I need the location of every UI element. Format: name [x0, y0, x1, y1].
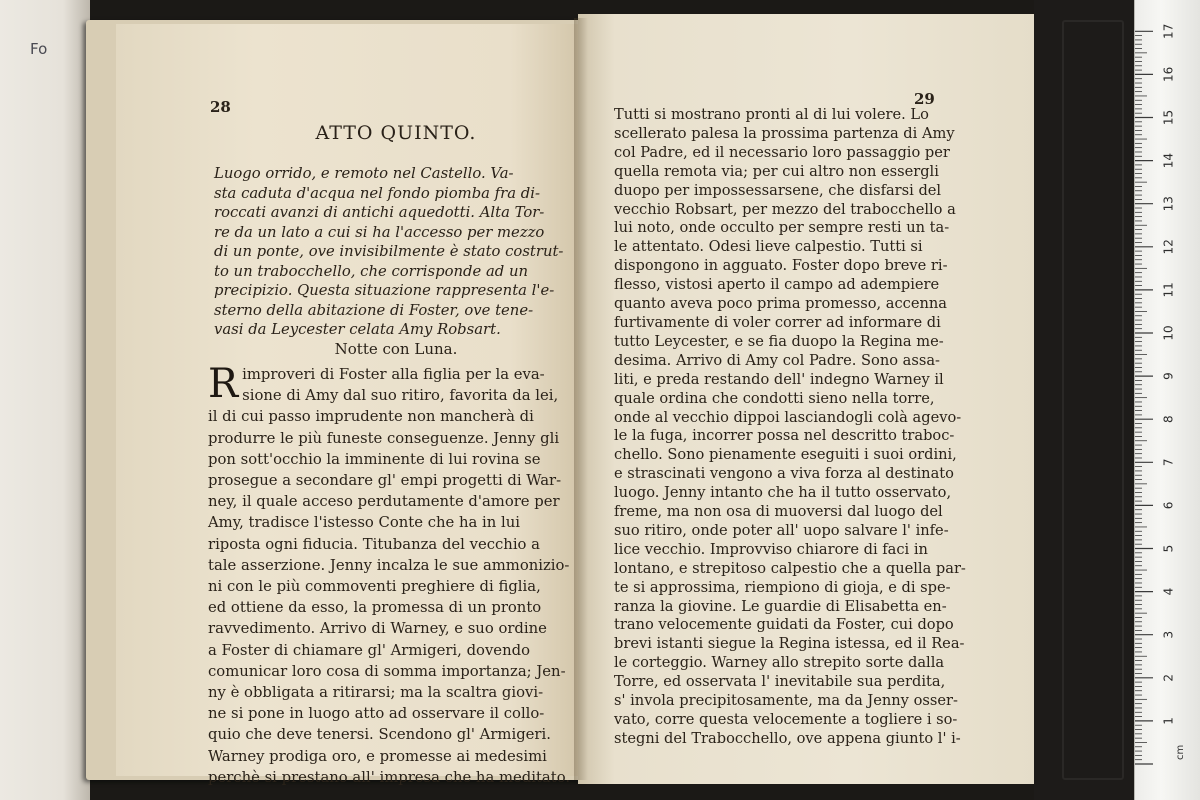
summary-line: comunicar loro cosa di somma importanza; Jen-	[208, 662, 566, 680]
stage-direction-line: roccati avanzi di antichi aquedotti. Alta Tor-	[214, 204, 545, 221]
scan-frame-edge	[1062, 20, 1124, 780]
text-line: freme, ma non osa di muoversi dal luogo del	[614, 503, 943, 521]
text-line: trano velocemente guidati da Foster, cui dopo	[614, 616, 954, 634]
summary-line: ney, il quale acceso perdutamente d'amore per	[208, 493, 560, 511]
text-line: s' invola precipitosamente, ma da Jenny osser-	[614, 692, 958, 710]
ruler-number: 16	[1161, 66, 1176, 83]
text-line: liti, e preda restando dell' indegno Warney il	[614, 370, 944, 388]
text-line: quanto aveva poco prima promesso, accenna	[614, 295, 947, 313]
ruler-number: 12	[1161, 239, 1176, 255]
text-line: desima. Arrivo di Amy col Padre. Sono assa-	[614, 351, 940, 369]
stage-direction	[214, 164, 564, 340]
text-line: Tutti si mostrano pronti al di lui volere. Lo	[614, 106, 929, 123]
ruler-number: 11	[1161, 282, 1176, 298]
summary-line: tale asserzione. Jenny incalza le sue ammonizio-	[208, 556, 570, 574]
ruler-number: 14	[1161, 152, 1176, 169]
scale-ruler	[1134, 0, 1200, 800]
summary-line: prosegue a secondare gl' empi progetti di War-	[208, 472, 562, 490]
summary-line: ni con le più commoventi preghiere di figlia,	[208, 578, 541, 596]
summary-line: produrre le più funeste conseguenze. Jenny gli	[208, 429, 560, 447]
text-line: furtivamente di voler correr ad informare di	[614, 313, 941, 331]
text-line: stegni del Trabocchello, ove appena giunto l' i-	[614, 729, 961, 747]
summary-line: ne si pone in luogo atto ad osservare il collo-	[208, 705, 545, 723]
stage-direction-line: precipizio. Questa situazione rappresenta l'e-	[214, 282, 555, 299]
text-line: col Padre, ed il necessario loro passaggio per	[614, 143, 950, 161]
stage-direction-line: sterno della abitazione di Foster, ove tene-	[214, 301, 534, 319]
text-line: lice vecchio. Improvviso chiarore di faci in	[614, 540, 928, 558]
scan-backdrop-left	[0, 0, 90, 800]
left-page	[116, 24, 580, 786]
left-page-number: 28	[210, 98, 231, 116]
summary-line: Warney prodiga oro, e promesse ai medesimi	[208, 747, 547, 765]
stage-direction-line: to un trabocchello, che corrisponde ad un	[214, 262, 529, 280]
drop-cap: R	[208, 361, 239, 407]
summary-line: ravvedimento. Arrivo di Warney, e suo ordine	[208, 620, 547, 638]
book-gutter-shadow	[574, 18, 588, 780]
scene-note: Notte con Luna.	[334, 340, 458, 358]
summary-line: quio che deve tenersi. Scendono gl' Armigeri.	[208, 726, 551, 744]
summary-line: Amy, tradisce l'istesso Conte che ha in lui	[208, 514, 520, 532]
ruler-number: 9	[1161, 372, 1176, 380]
text-line: vecchio Robsart, per mezzo del trabocchello a	[614, 200, 956, 218]
ruler-number: 5	[1161, 544, 1176, 553]
summary-line: sione di Amy dal suo ritiro, favorita da lei,	[242, 387, 559, 405]
summary-line: perchè si prestano all' impresa che ha meditato.	[208, 768, 571, 786]
stage-direction-line: vasi da Leycester celata Amy Robsart.	[214, 321, 501, 338]
summary-line: riposta ogni fiducia. Titubanza del vecchio a	[208, 535, 540, 553]
stage-direction-line: di un ponte, ove invisibilmente è stato costrut-	[214, 243, 564, 260]
ruler-number: 13	[1161, 196, 1176, 212]
stage-direction-line: Luogo orrido, e remoto nel Castello. Va-	[214, 165, 514, 182]
ruler-number: 2	[1161, 673, 1176, 682]
text-line: le la fuga, incorrer possa nel descritto traboc-	[614, 427, 955, 445]
text-line: duopo per impossessarsene, che disfarsi del	[614, 181, 942, 199]
summary-line: ny è obbligata a ritirarsi; ma la scaltra giovi-	[208, 684, 544, 702]
act-summary	[208, 361, 571, 788]
ruler-number: 7	[1161, 458, 1176, 467]
ruler-number: 10	[1161, 325, 1176, 341]
ruler-number: 8	[1161, 415, 1176, 424]
ruler-number: 17	[1161, 23, 1176, 39]
right-page-text	[614, 106, 966, 749]
text-line: ranza la giovine. Le guardie di Elisabetta en-	[614, 597, 947, 615]
ruler-number: 3	[1161, 630, 1176, 639]
stage-direction-line: sta caduta d'acqua nel fondo piomba fra di-	[214, 184, 540, 202]
right-page	[578, 14, 1034, 784]
act-title: ATTO QUINTO.	[315, 122, 477, 144]
summary-line: ed ottiene da esso, la promessa di un pronto	[208, 599, 542, 617]
summary-line: pon sott'occhio la imminente di lui rovina se	[208, 450, 541, 468]
text-line: le attentato. Odesi lieve calpestio. Tutti si	[614, 238, 923, 256]
ruler-number: 15	[1161, 109, 1176, 126]
text-line: luogo. Jenny intanto che ha il tutto osservato,	[614, 484, 952, 502]
ruler-number: 4	[1161, 587, 1176, 596]
ruler-number: 1	[1161, 717, 1176, 725]
text-line: tutto Leycester, e se fia duopo la Regina me-	[614, 332, 944, 350]
text-line: quale ordina che condotti sieno nella torre,	[614, 389, 935, 407]
summary-line: a Foster di chiamare gl' Armigeri, dovendo	[208, 641, 530, 659]
text-line: onde al vecchio dippoi lasciandogli colà agevo-	[614, 408, 962, 426]
text-line: le corteggio. Warney allo strepito sorte dalla	[614, 654, 945, 672]
text-line: e strascinati vengono a viva forza al destinato	[614, 465, 954, 483]
text-line: brevi istanti siegue la Regina istessa, ed il Rea-	[614, 635, 965, 653]
summary-line: il di cui passo imprudente non mancherà di	[208, 408, 534, 426]
text-line: dispongono in agguato. Foster dopo breve ri-	[614, 257, 948, 275]
text-line: quella remota via; per cui altro non essergli	[614, 162, 939, 180]
summary-line: improveri di Foster alla figlia per la eva-	[242, 366, 545, 383]
stage-direction-line: re da un lato a cui si ha l'accesso per mezzo	[214, 223, 545, 241]
ruler-number: 6	[1161, 501, 1176, 510]
text-line: flesso, vistosi aperto il campo ad adempiere	[614, 276, 940, 294]
text-line: suo ritiro, onde poter all' uopo salvare l' infe-	[614, 521, 949, 539]
text-line: lontano, e strepitoso calpestio che a quella par-	[614, 559, 966, 577]
ruler-unit-label: cm	[1175, 744, 1186, 760]
ruler-scale	[1135, 0, 1200, 800]
text-line: scellerato palesa la prossima partenza di Amy	[614, 124, 955, 142]
text-line: Torre, ed osservata l' inevitabile sua perdita,	[614, 673, 946, 691]
text-line: lui noto, onde occulto per sempre resti un ta-	[614, 219, 950, 237]
text-line: vato, corre questa velocemente a togliere i so-	[614, 711, 958, 728]
text-line: te si approssima, riempiono di gioja, e di spe-	[614, 578, 951, 596]
text-line: chello. Sono pienamente eseguiti i suoi ordini,	[614, 446, 957, 464]
catalog-mark: Fo	[30, 40, 48, 58]
right-page-number: 29	[914, 90, 935, 108]
